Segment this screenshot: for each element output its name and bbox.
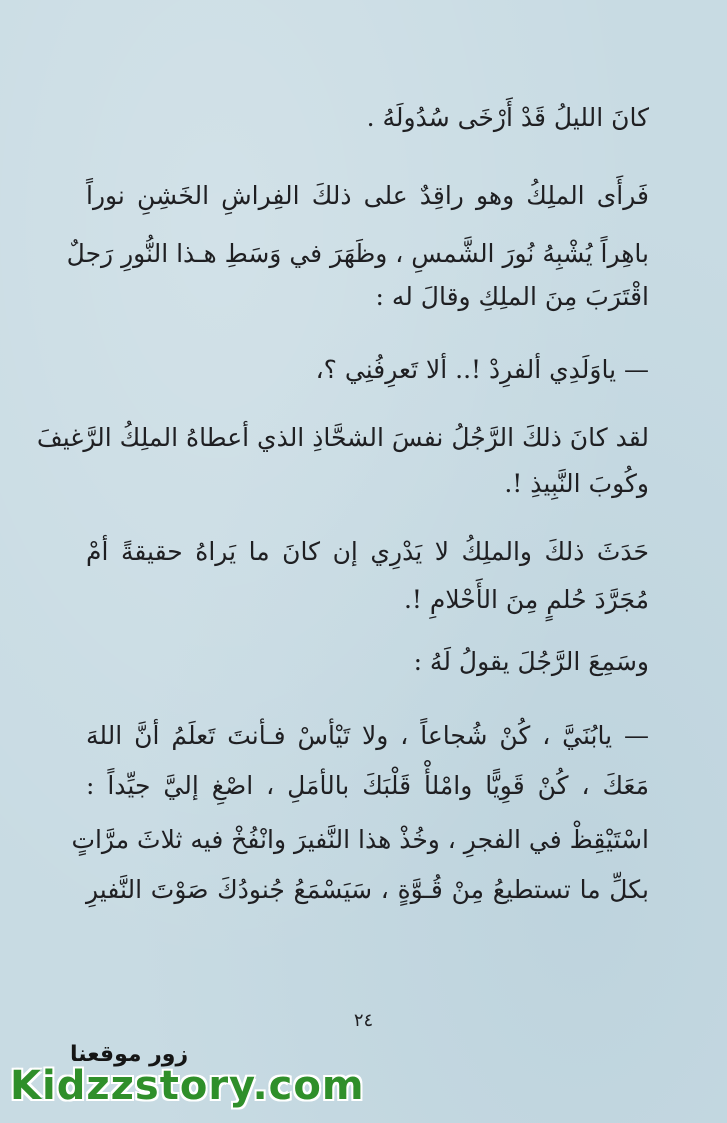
story-line-5: — ياوَلَدِي ألفرِدْ !.. ألا تَعرِفُنِي ؟، <box>315 355 649 384</box>
story-line-8: حَدَثَ ذلكَ والملِكُ لا يَدْرِي إن كانَ ما يَراهُ حقيقةً أمْ <box>86 537 649 566</box>
watermark-visit-text: زور موقعنا <box>70 1042 189 1067</box>
story-line-12: مَعَكَ ، كُنْ قَوِيًّا وامْلأْ قَلْبَكَ بالأمَلِ ، اصْغِ إليَّ جيِّداً : <box>86 771 649 800</box>
story-line-13: اسْتَيْقِظْ في الفجرِ ، وخُذْ هذا النَّفيرَ وانْفُخْ فيه ثلاثَ مرَّاتٍ <box>71 825 649 854</box>
story-line-11: — يابُنَيَّ ، كُنْ شُجاعاً ، ولا تَيْأسْ فـأنتَ تَعلَمُ أنَّ اللهَ <box>86 721 649 750</box>
story-line-10: وسَمِعَ الرَّجُلَ يقولُ لَهُ : <box>413 647 649 676</box>
watermark-site-link[interactable]: Kidzzstory.com <box>10 1063 365 1109</box>
story-line-3: باهِراً يُشْبِهُ نُورَ الشَّمسِ ، وظَهَرَ في وَسَطِ هـذا النُّورِ رَجلٌ <box>66 239 649 268</box>
story-line-9: مُجَرَّدَ حُلمٍ مِنَ الأَحْلامِ !. <box>403 585 649 614</box>
page-number: ٢٤ <box>353 1010 374 1031</box>
story-line-4: اقْتَرَبَ مِنَ الملِكِ وقالَ له : <box>375 282 649 311</box>
story-line-2: فَرأَى الملِكُ وهو راقِدٌ على ذلكَ الفِراشِ الخَشِنِ نوراً <box>86 181 649 210</box>
story-line-7: وكُوبَ النَّبِيذِ !. <box>504 469 649 498</box>
story-line-6: لقد كانَ ذلكَ الرَّجُلُ نفسَ الشحَّاذِ الذي أعطاهُ الملِكُ الرَّغيفَ <box>36 423 649 452</box>
story-line-14: بكلِّ ما تستطيعُ مِنْ قُـوَّةٍ ، سَيَسْمَعُ جُنودُكَ صَوْتَ النَّفيرِ <box>86 875 649 904</box>
story-line-1: كانَ الليلُ قَدْ أَرْخَى سُدُولَهُ . <box>366 103 649 132</box>
